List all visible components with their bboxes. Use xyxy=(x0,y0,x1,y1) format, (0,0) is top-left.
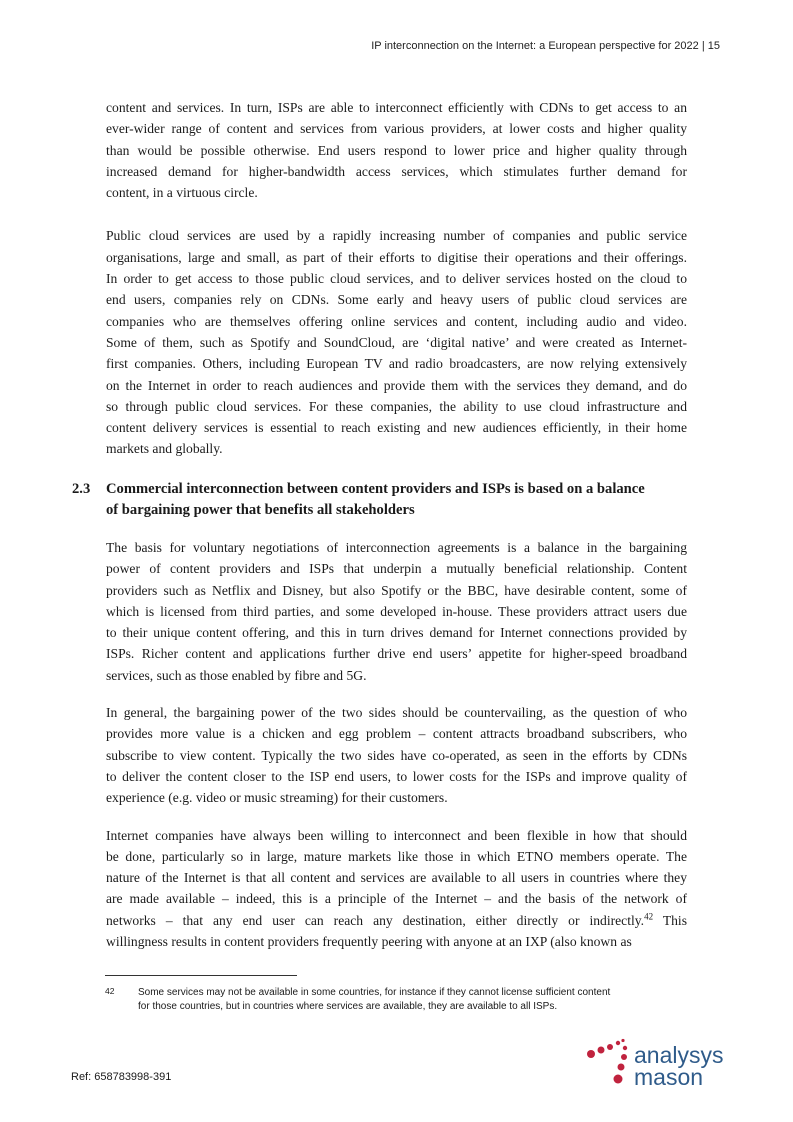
logo-dots-icon xyxy=(585,1038,635,1088)
text-line xyxy=(106,311,687,332)
running-header xyxy=(371,40,720,52)
text-line xyxy=(106,332,687,353)
text-line-content: organisations, large and small, as part of their efforts to digitise their operations and their offerings. xyxy=(106,249,687,265)
text-line-content: power of content providers and ISPs that underpin a mutually beneficial relationship. Content xyxy=(106,561,687,577)
text-line-content: to their unique content offering, and this in turn drives demand for Internet connections provided by xyxy=(106,625,687,641)
page-number: 15 xyxy=(707,40,720,52)
text-line-content: This xyxy=(653,912,687,928)
section-title-line: of bargaining power that benefits all stakeholders xyxy=(106,502,415,518)
text-line-content: providers such as Netflix and Disney, but also Spotify or the BBC, have desirable content, some of xyxy=(106,582,687,598)
body-text-before xyxy=(106,97,687,460)
text-line-content: companies who are themselves offering online services and content, including audio and video. xyxy=(106,313,687,329)
text-line-content: experience (e.g. video or music streaming) for their customers. xyxy=(106,790,448,806)
text-line-content: In general, the bargaining power of the two sides should be countervailing, as the question of who xyxy=(106,705,687,721)
body-text-after xyxy=(106,537,687,952)
text-line-content: subscribe to view content. Typically the two sides have co-operated, as seen in the efforts by CDNs xyxy=(106,747,687,763)
text-line-content: nature of the Internet is that all content and services are available to all users in countries where they xyxy=(106,870,687,886)
text-line-content: Public cloud services are used by a rapidly increasing number of companies and public service xyxy=(106,228,687,244)
text-line xyxy=(106,702,687,723)
footnote-reference[interactable]: 42 xyxy=(644,911,654,922)
text-line xyxy=(106,353,687,374)
text-line xyxy=(106,825,687,846)
logo-text-analysys: analysys xyxy=(634,1042,724,1068)
text-line-content: first companies. Others, including European TV and radio broadcasters, are now relying extensively xyxy=(106,356,687,372)
text-line xyxy=(106,537,687,558)
text-line xyxy=(106,438,687,459)
text-line xyxy=(106,97,687,118)
text-line-content: content, in a virtuous circle. xyxy=(106,185,258,201)
text-line-content: be done, particularly so in large, mature markets like those in which ETNO members operate. The xyxy=(106,848,687,864)
text-line-content: Some of them, such as Spotify and SoundCloud, are ‘digital native’ and were created as Internet- xyxy=(106,334,687,350)
text-line xyxy=(106,745,687,766)
text-line xyxy=(106,375,687,396)
paragraph xyxy=(106,537,687,686)
text-line-content: willingness results in content providers frequently peering with anyone at an IXP (also known as xyxy=(106,934,632,950)
header-separator: | xyxy=(701,40,705,52)
paragraph xyxy=(106,225,687,459)
text-line xyxy=(106,182,687,203)
text-line-content: than would be possible otherwise. End users respond to lower price and higher quality through xyxy=(106,142,687,158)
section-title-line: Commercial interconnection between content providers and ISPs is based on a balance xyxy=(106,481,645,497)
text-line-content: services, such as those enabled by fibre and 5G. xyxy=(106,667,367,683)
text-line xyxy=(106,289,687,310)
text-line xyxy=(106,665,687,686)
text-line xyxy=(106,888,687,909)
text-line-content: In order to get access to those public cloud services, and to deliver services hosted on the cloud to xyxy=(106,271,687,287)
text-line xyxy=(106,846,687,867)
text-line-content: ISPs. Richer content and applications further drive end users’ appetite for higher-speed broadband xyxy=(106,646,687,662)
text-line-content: content and services. In turn, ISPs are able to interconnect efficiently with CDNs to get access to an xyxy=(106,100,687,115)
text-line xyxy=(106,247,687,268)
paragraph xyxy=(106,702,687,808)
text-line xyxy=(106,225,687,246)
text-line xyxy=(106,766,687,787)
footnote-number: 42 xyxy=(105,986,115,996)
text-line xyxy=(106,161,687,182)
text-line-content: are made available – indeed, this is a principle of the Internet – and the basis of the network of xyxy=(106,891,687,907)
text-line xyxy=(106,118,687,139)
text-line xyxy=(106,643,687,664)
text-line-content: to deliver the content closer to the ISP end users, to lower costs for the ISPs and improve quality of xyxy=(106,768,687,784)
text-line xyxy=(106,140,687,161)
paragraph xyxy=(106,825,687,953)
text-line-content: ever-wider range of content and services from various providers, at lower costs and higher quality xyxy=(106,121,687,137)
footnote xyxy=(105,986,610,1014)
text-line xyxy=(106,417,687,438)
logo-text-mason: mason xyxy=(634,1064,704,1090)
text-line xyxy=(106,601,687,622)
text-line-content: networks – that any end user can reach any destination, either directly or indirectly. xyxy=(106,912,645,928)
text-line xyxy=(106,723,687,744)
text-line xyxy=(106,396,687,417)
paragraph xyxy=(106,97,687,203)
section-number: 2.3 xyxy=(72,481,91,497)
text-line-content: Internet companies have always been willing to interconnect and been flexible in how that should xyxy=(106,827,687,843)
footnote-line: for those countries, but in countries where services are available, they are available to all ISPs. xyxy=(138,1001,558,1012)
text-line-content: provides more value is a chicken and egg problem – content attracts broadband subscribers, who xyxy=(106,726,687,742)
text-line-content: markets and globally. xyxy=(106,441,223,457)
text-line xyxy=(106,867,687,888)
text-line-content: content delivery services is essential to reach existing and new audiences efficiently, in their home xyxy=(106,420,687,436)
header-title: IP interconnection on the Internet: a European perspective for 2022 xyxy=(371,40,699,52)
text-line xyxy=(106,622,687,643)
text-line-content: so through public cloud services. For these companies, the ability to use cloud infrastructure and xyxy=(106,398,687,414)
text-line-content: which is licensed from third parties, and some developed in-house. These providers attract users due xyxy=(106,603,687,619)
text-line-content: increased demand for higher-bandwidth access services, which stimulates further demand for xyxy=(106,163,687,179)
text-line xyxy=(106,910,687,931)
footnote-line: Some services may not be available in some countries, for instance if they cannot license sufficient content xyxy=(138,987,611,998)
text-line xyxy=(106,580,687,601)
text-line xyxy=(106,268,687,289)
analysys-mason-logo xyxy=(585,1038,735,1088)
text-line xyxy=(106,558,687,579)
text-line xyxy=(106,931,687,952)
footnote-divider xyxy=(105,975,297,976)
document-ref: Ref: 658783998-391 xyxy=(71,1071,172,1083)
text-line xyxy=(106,787,687,808)
section-heading xyxy=(72,479,688,521)
text-line-content: The basis for voluntary negotiations of interconnection agreements is a balance in the bargaining xyxy=(106,540,687,555)
text-line-content: on the Internet in order to reach audiences and provide them with the services they demand, and do xyxy=(106,377,687,393)
text-line-content: end users, companies rely on CDNs. Some early and heavy users of public cloud services are xyxy=(106,292,687,308)
